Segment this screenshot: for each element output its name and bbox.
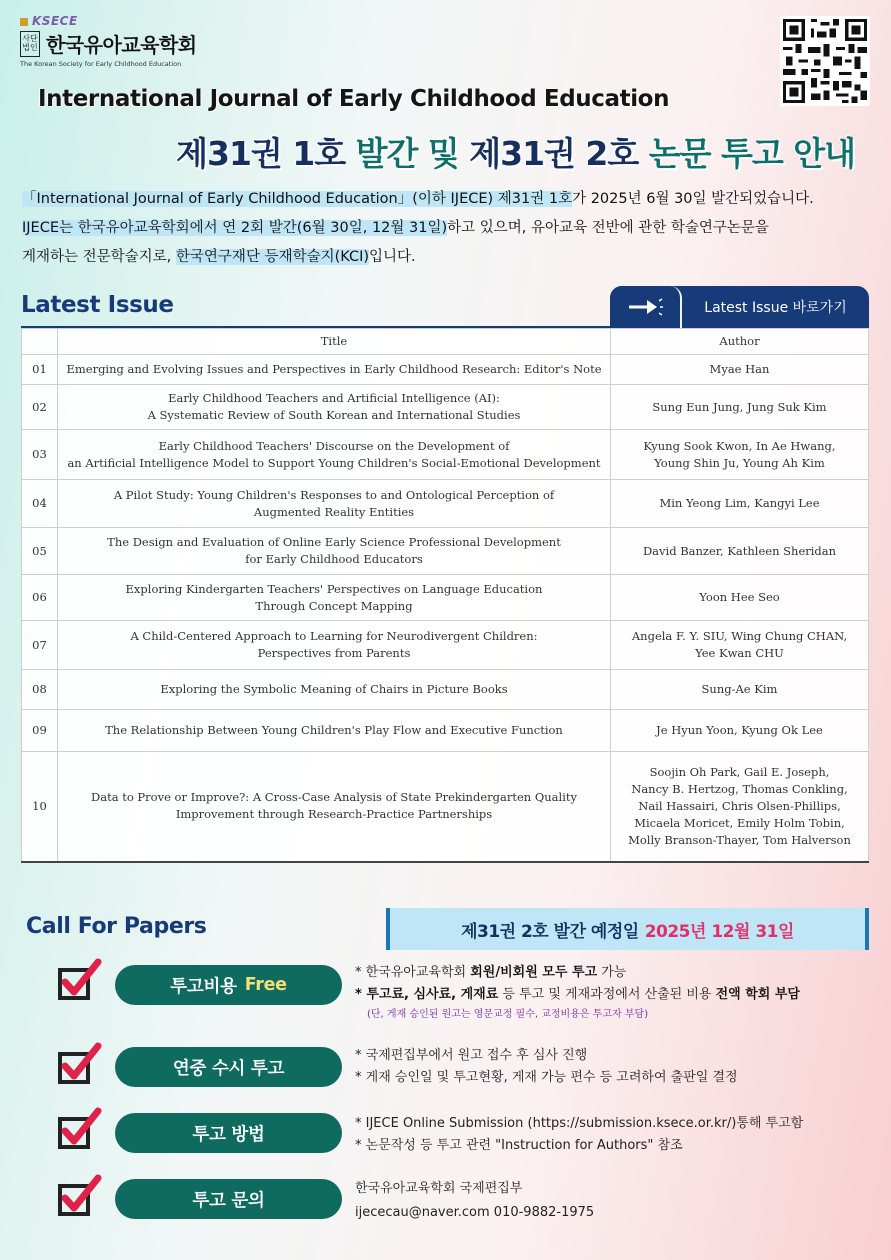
fee-note: (단, 게재 승인된 원고는 영문교정 필수, 교정비용은 투고자 부담) [367, 1009, 649, 1020]
row-number: 06 [22, 575, 58, 621]
seal: 사단법인 [20, 31, 40, 57]
row-number: 09 [22, 710, 58, 752]
article-author-line: Yee Kwan CHU [695, 646, 784, 660]
article-title-line: A Pilot Study: Young Children's Responses to and Ontological Perception of [113, 487, 555, 502]
article-authors [611, 385, 869, 430]
article-author-line: Yoon Hee Seo [699, 590, 780, 604]
fee-pill: 투고비용 Free [115, 965, 342, 1005]
headline-issue-1: 제31권 1호 [176, 134, 346, 173]
article-author-line: Kyung Sook Kwon, In Ae Hwang, [643, 438, 836, 453]
article-author-line: Young Shin Ju, Young Ah Kim [654, 455, 825, 470]
table-row [22, 355, 869, 385]
intro-line2-highlight: IJECE는 한국유아교육학회에서 연 2회 발간(6월 30일, 12월 31일) [22, 220, 448, 236]
column-header-number [22, 329, 58, 355]
article-title [58, 480, 611, 528]
due-date-label: 제31권 2호 발간 예정일 [461, 921, 639, 942]
article-authors [611, 355, 869, 385]
article-title-line: The Relationship Between Young Children's Play Flow and Executive Function [105, 723, 563, 737]
submission-url-text[interactable]: * IJECE Online Submission (https://submission.ksece.or.kr/)통해 투고함 [355, 1116, 804, 1131]
table-row [22, 710, 869, 752]
headline-text-1: 발간 및 [345, 134, 470, 173]
intro-line2-rest: 하고 있으며, 유아교육 전반에 관한 학술연구논문을 [447, 220, 769, 236]
article-authors [611, 752, 869, 862]
intro-line3-pre: 게재하는 전문학술지로, [22, 249, 176, 265]
article-author-line: David Banzer, Kathleen Sheridan [642, 543, 837, 558]
article-author-line: Angela F. Y. SIU, Wing Chung CHAN, [631, 629, 848, 643]
table-header-row [22, 329, 869, 355]
contact-email-phone[interactable]: ijececau@naver.com 010-9882-1975 [355, 1205, 595, 1220]
article-title-line: Perspectives from Parents [257, 646, 411, 660]
rolling-submission-pill: 연중 수시 투고 [115, 1047, 342, 1087]
article-authors [611, 430, 869, 480]
table-row [22, 752, 869, 862]
article-title [58, 430, 611, 480]
intro-line3-post: 입니다. [369, 249, 416, 265]
submission-method-pill: 투고 방법 [115, 1113, 342, 1153]
society-korean-name: 한국유아교육학회 [46, 33, 197, 57]
article-title-line: Exploring the Symbolic Meaning of Chairs in Picture Books [160, 682, 508, 696]
call-for-papers-heading: Call For Papers [26, 914, 207, 939]
headline [0, 128, 891, 175]
intro-line1-highlight: 「International Journal of Early Childhood Education」(이하 IJECE) 제31권 1호 [22, 191, 573, 207]
table-row [22, 621, 869, 670]
row-number: 02 [22, 385, 58, 430]
intro-line3-highlight: 한국연구재단 등재학술지(KCI) [175, 249, 370, 265]
fee-free-label: Free [244, 975, 287, 995]
article-author-line: Sung Eun Jung, Jung Suk Kim [652, 399, 827, 414]
latest-issue-link-button[interactable] [610, 286, 869, 328]
society-english-name: The Korean Society for Early Childhood Education [20, 60, 182, 68]
article-title [58, 385, 611, 430]
qr-code-icon[interactable] [780, 16, 870, 106]
due-date-value: 2025년 12월 31일 [644, 921, 794, 942]
contact-description: 한국유아교육학회 국제편집부 ijececau@naver.com 010-9882-1975 [355, 1177, 594, 1225]
checkbox-checked-icon [56, 1174, 102, 1218]
article-title [58, 355, 611, 385]
column-header-title: Title [58, 329, 611, 355]
article-authors [611, 575, 869, 621]
article-title [58, 710, 611, 752]
article-title-line: A Child-Centered Approach to Learning for Neurodivergent Children: [130, 629, 538, 643]
article-title-line: Improvement through Research-Practice Partnerships [175, 807, 493, 822]
checkbox-checked-icon [56, 1042, 102, 1086]
article-author-line: Myae Han [709, 362, 770, 376]
article-authors [611, 710, 869, 752]
journal-title: International Journal of Early Childhood Education [38, 86, 670, 112]
row-number: 05 [22, 528, 58, 575]
article-title [58, 752, 611, 862]
article-title-line: Augmented Reality Entities [253, 504, 415, 519]
table-row [22, 670, 869, 710]
headline-issue-2: 제31권 2호 [469, 134, 639, 173]
article-authors [611, 670, 869, 710]
article-title-line: Through Concept Mapping [255, 598, 413, 613]
row-number: 08 [22, 670, 58, 710]
article-author-line: Molly Branson-Thayer, Tom Halverson [628, 832, 851, 847]
brand-mark: KSECE [20, 14, 197, 28]
latest-issue-heading: Latest Issue [21, 292, 174, 318]
society-logo [20, 14, 197, 68]
submission-method-description: * IJECE Online Submission (https://submission.ksece.or.kr/)통해 투고함 * 논문작성 등 투고 관련 "Instruction for Authors" 참조 [355, 1113, 803, 1157]
headline-text-2: 논문 투고 안내 [638, 134, 855, 173]
article-title-line: Early Childhood Teachers and Artificial Intelligence (AI): [168, 391, 500, 405]
checkbox-checked-icon [56, 1107, 102, 1151]
article-author-line: Min Yeong Lim, Kangyi Lee [659, 496, 820, 510]
fee-description: * 한국유아교육학회 회원/비회원 모두 투고 가능 * 투고료, 심사료, 게재료 등 투고 및 게재과정에서 산출된 비용 전액 학회 부담 (단, 게재 승인된 원고는 영문교정 필수, 교정비용은 투고자 부담) [355, 962, 800, 1024]
article-title-line: A Systematic Review of South Korean and International Studies [147, 408, 521, 422]
latest-issue-link-label: Latest Issue 바로가기 [704, 300, 847, 316]
article-authors [611, 528, 869, 575]
table-row [22, 430, 869, 480]
article-title-line: Data to Prove or Improve?: A Cross-Case Analysis of State Prekindergarten Quality [91, 790, 577, 805]
row-number: 07 [22, 621, 58, 670]
article-author-line: Nancy B. Hertzog, Thomas Conkling, [631, 781, 848, 796]
table-row [22, 385, 869, 430]
rolling-description: * 국제편집부에서 원고 접수 후 심사 진행 * 게재 승인일 및 투고현황, 게재 가능 편수 등 고려하여 출판일 결정 [355, 1048, 738, 1085]
article-authors [611, 480, 869, 528]
latest-issue-table [21, 328, 869, 863]
row-number: 10 [22, 752, 58, 862]
table-row [22, 480, 869, 528]
contact-pill: 투고 문의 [115, 1179, 342, 1219]
row-number: 03 [22, 430, 58, 480]
row-number: 04 [22, 480, 58, 528]
article-title [58, 528, 611, 575]
article-author-line: Je Hyun Yoon, Kyung Ok Lee [656, 723, 823, 737]
article-authors [611, 621, 869, 670]
article-author-line: Sung-Ae Kim [701, 682, 778, 696]
article-title-line: Early Childhood Teachers' Discourse on the Development of [158, 438, 510, 453]
article-title [58, 575, 611, 621]
article-author-line: Nail Hassairi, Chris Olsen-Phillips, [638, 798, 841, 813]
column-header-author: Author [611, 329, 869, 355]
article-title-line: Emerging and Evolving Issues and Perspectives in Early Childhood Research: Editor's Note [66, 362, 602, 376]
intro-paragraph [22, 185, 872, 272]
article-title-line: for Early Childhood Educators [245, 552, 423, 566]
due-date-banner [386, 908, 869, 950]
checkbox-checked-icon [56, 958, 102, 1002]
article-title-line: an Artificial Intelligence Model to Support Young Children's Social-Emotional Development [67, 455, 601, 470]
table-row [22, 528, 869, 575]
article-title [58, 670, 611, 710]
row-number: 01 [22, 355, 58, 385]
article-title-line: The Design and Evaluation of Online Early Science Professional Development [107, 535, 561, 549]
pointer-arrow-icon [610, 286, 682, 328]
article-author-line: Soojin Oh Park, Gail E. Joseph, [649, 764, 830, 779]
table-row [22, 575, 869, 621]
article-title-line: Exploring Kindergarten Teachers' Perspectives on Language Education [125, 581, 543, 596]
article-title [58, 621, 611, 670]
article-author-line: Micaela Moricet, Emily Holm Tobin, [634, 815, 845, 830]
intro-line1-rest: 가 2025년 6월 30일 발간되었습니다. [572, 191, 814, 207]
